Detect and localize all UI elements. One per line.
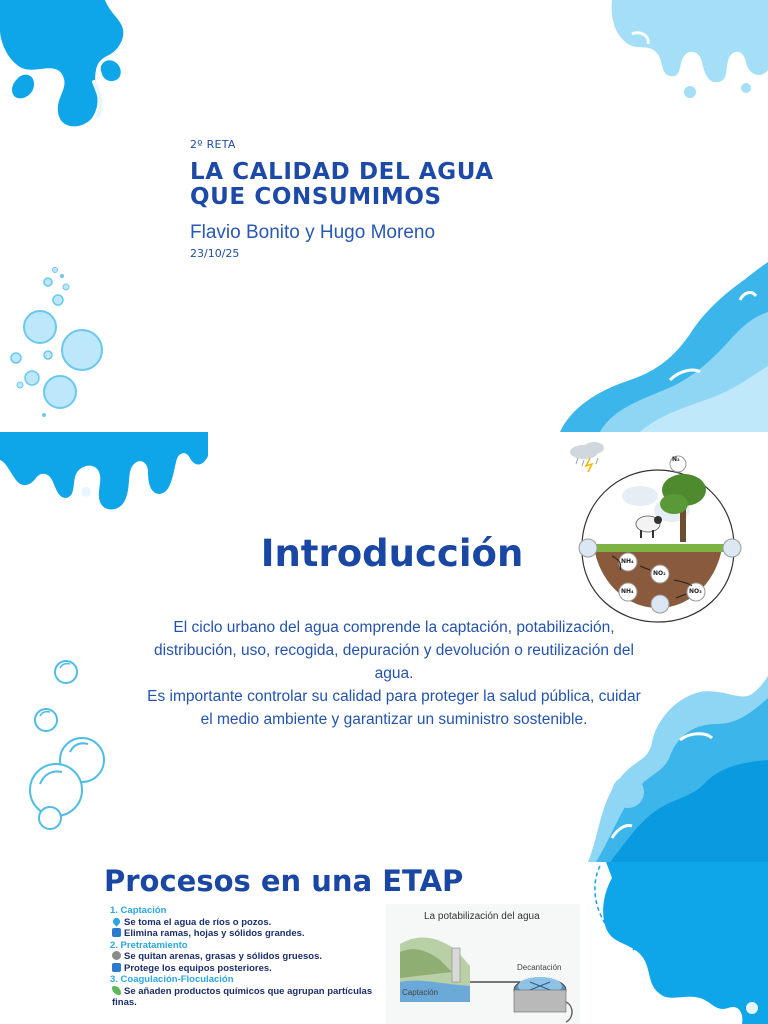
intro-title: Introducción [260, 532, 524, 575]
step-item [110, 928, 390, 940]
step-item-text: Protege los equipos posteriores. [124, 962, 272, 974]
wave-bottom-right [560, 262, 768, 432]
step-item [110, 951, 390, 963]
step-item [110, 986, 390, 1009]
procesos-title: Procesos en una ETAP [104, 864, 464, 898]
step-heading-pretratamiento: 2. Pretratamiento [110, 939, 188, 951]
splash-right [595, 862, 768, 1024]
figure-label-decantacion: Decantación [517, 963, 562, 972]
figure-label-captacion: Captación [402, 988, 439, 997]
slide-procesos [0, 862, 768, 1024]
pencil-icon [112, 986, 121, 995]
slide-introduccion [0, 432, 768, 862]
step-item-text: Se quitan arenas, grasas y sólidos gruesos. [124, 951, 322, 962]
cycle-label-no3: NO₃ [689, 588, 702, 595]
drip-top-left [0, 432, 208, 510]
slide-title [0, 0, 768, 432]
etap-steps-list [110, 905, 390, 1009]
step-item [110, 963, 390, 975]
step-heading-coagulacion: 3. Coagulación-Floculación [110, 974, 234, 985]
slide1-decorations [0, 0, 768, 432]
kicker-text: 2º RETA [190, 138, 236, 151]
intro-paragraph-1: El ciclo urbano del agua comprende la captación, potabilización, distribución, uso, recogida, depuración y devolución o reutilización del agua. [154, 619, 634, 682]
title-line-1: LA CALIDAD DEL AGUA [190, 159, 494, 185]
cycle-label-nh4-b: NH₄ [621, 588, 634, 595]
arrow-box-icon [112, 928, 121, 937]
splash-top-right [612, 0, 768, 98]
gear-icon [112, 951, 121, 960]
step-item-text: Elimina ramas, hojas y sólidos grandes. [124, 928, 305, 939]
bubbles-left [11, 268, 102, 418]
step-item-text: Se toma el agua de ríos o pozos. [124, 916, 272, 928]
presentation-title [190, 160, 494, 210]
cycle-label-n2: N₂ [672, 456, 680, 463]
water-drop-icon [111, 916, 121, 926]
step-heading-captacion: 1. Captación [110, 905, 167, 916]
cycle-label-nh4-a: NH₄ [621, 558, 634, 565]
arrow-box-icon [112, 963, 121, 972]
step-item [110, 917, 390, 929]
intro-paragraph-2: Es importante controlar su calidad para proteger la salud pública, cuidar el medio ambiente y garantizar un suministro sostenible. [147, 688, 641, 728]
cycle-label-no2: NO₂ [653, 570, 666, 577]
intro-body [140, 616, 648, 731]
step-item-text: Se añaden productos químicos que agrupan partículas finas. [112, 985, 373, 1008]
date-text: 23/10/25 [190, 247, 240, 260]
splash-top-left [0, 0, 123, 126]
authors-text: Flavio Bonito y Hugo Moreno [190, 222, 436, 243]
title-line-2: QUE CONSUMIMOS [190, 184, 442, 210]
figure-title: La potabilización del agua [424, 911, 540, 922]
bubbles-bottom-left [30, 661, 104, 829]
